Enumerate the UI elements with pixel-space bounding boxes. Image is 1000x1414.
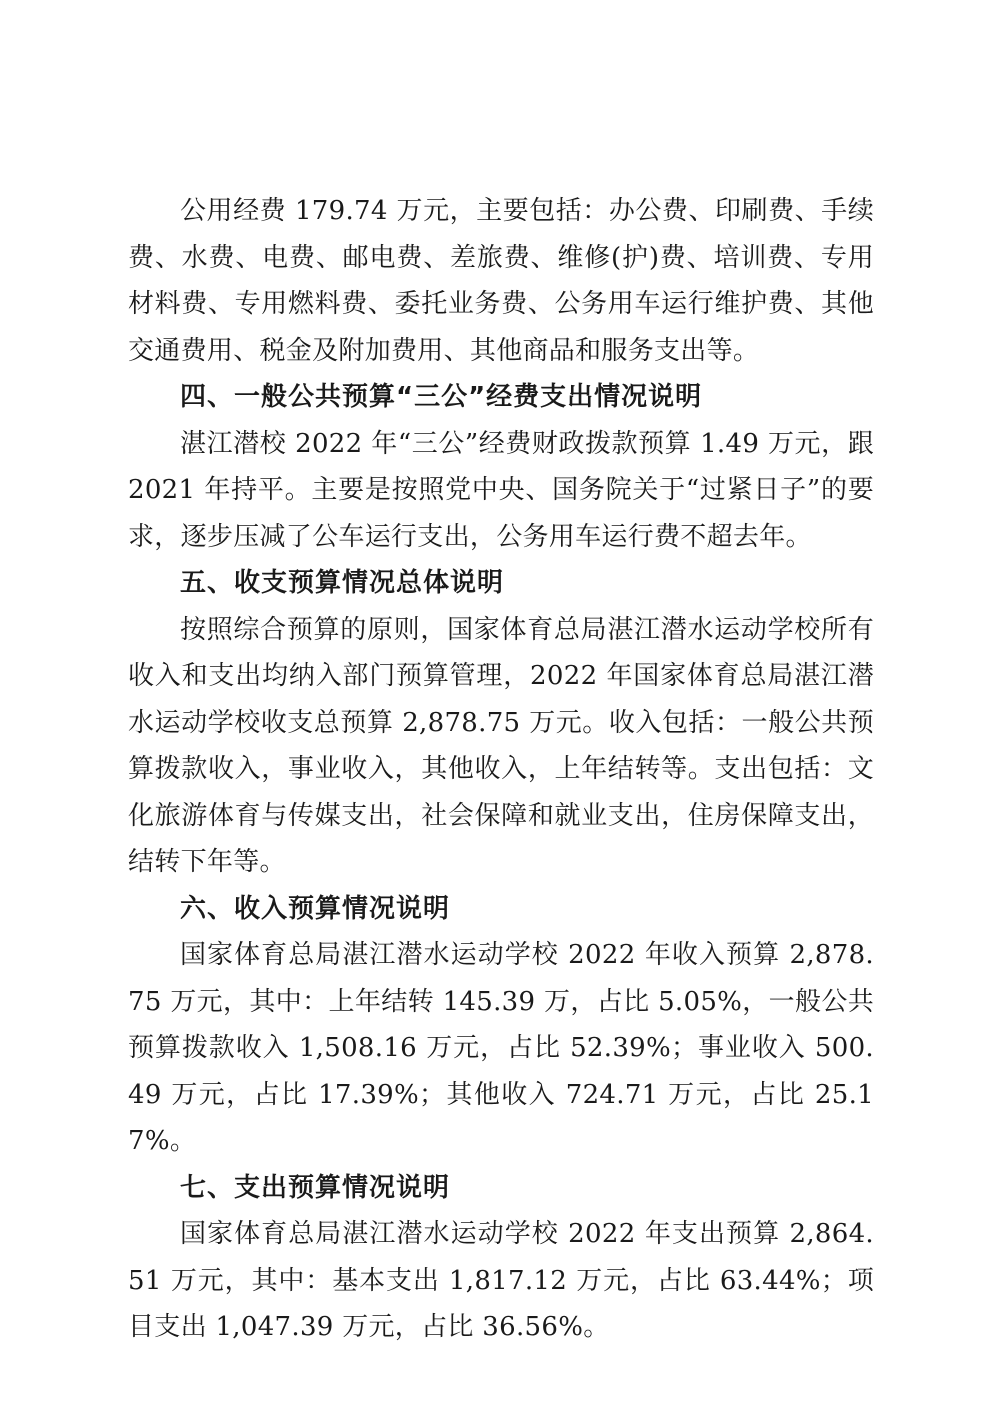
paragraph-budget-overview: 按照综合预算的原则，国家体育总局湛江潜水运动学校所有收入和支出均纳入部门预算管理，2022 年国家体育总局湛江潜水运动学校收支总预算 2,878.75 万元。收入包括：一般公共预算拨款收入，事业收入，其他收入，上年结转等。支出包括：文化旅游体育与传媒支出，社会保障和就业支出，住房保障支出，结转下年等。 — [128, 614, 874, 877]
paragraph-public-expenses: 公用经费 179.74 万元，主要包括：办公费、印刷费、手续费、水费、电费、邮电费、差旅费、维修(护)费、培训费、专用材料费、专用燃料费、委托业务费、公务用车运行维护费、其他交通费用、税金及附加费用、其他商品和服务支出等。 — [128, 196, 874, 366]
paragraph-income-budget: 国家体育总局湛江潜水运动学校 2022 年收入预算 2,878.75 万元，其中：上年结转 145.39 万，占比 5.05%，一般公共预算拨款收入 1,508.16 万元，占比 52.39%；事业收入 500.49 万元，占比 17.39%；其他收入 724.71 万元，占比 25.17%。 — [128, 940, 874, 1156]
paragraph-expenditure-budget: 国家体育总局湛江潜水运动学校 2022 年支出预算 2,864.51 万元，其中：基本支出 1,817.12 万元，占比 63.44%；项目支出 1,047.39 万元，占比 36.56%。 — [128, 1219, 874, 1342]
document-page — [128, 188, 874, 1351]
section-heading-7: 七、支出预算情况说明 — [180, 1172, 451, 1203]
section-heading-5: 五、收支预算情况总体说明 — [180, 568, 505, 598]
paragraph-three-public-expenses: 湛江潜校 2022 年“三公”经费财政拨款预算 1.49 万元，跟 2021 年持平。主要是按照党中央、国务院关于“过紧日子”的要求，逐步压减了公车运行支出，公务用车运行费不超去年。 — [128, 428, 874, 552]
section-heading-4: 四、一般公共预算“三公”经费支出情况说明 — [180, 382, 703, 412]
section-heading-6: 六、收入预算情况说明 — [180, 893, 451, 924]
